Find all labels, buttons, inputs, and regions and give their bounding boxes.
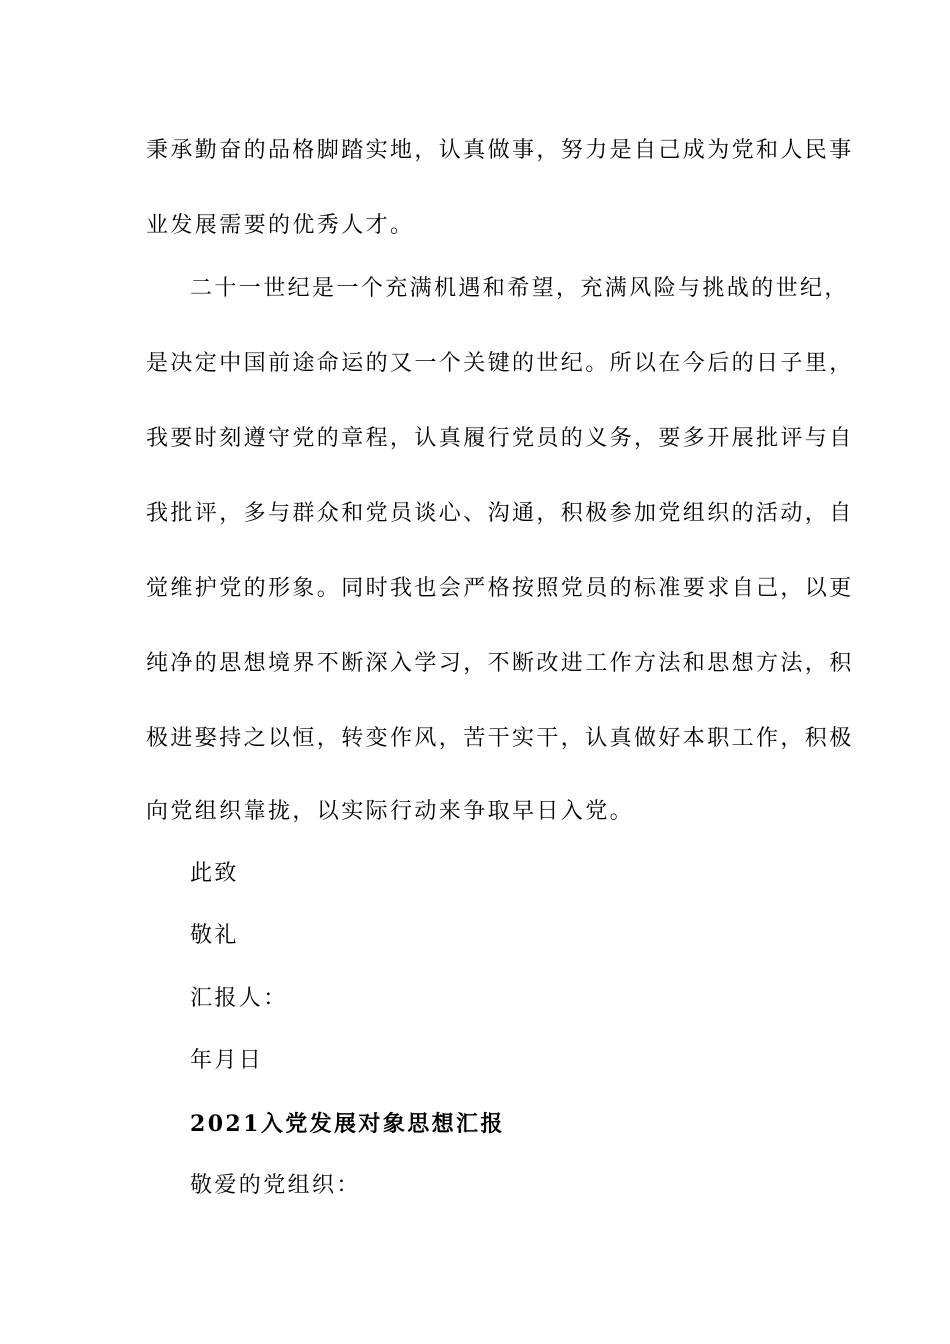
paragraph-line: 我批评，多与群众和党员谈心、沟通，积极参加党组织的活动，自: [146, 501, 854, 526]
paragraph-line: 我要时刻遵守党的章程，认真履行党员的义务，要多开展批评与自: [146, 426, 854, 451]
section-title: 2021入党发展对象思想汇报: [190, 1111, 505, 1137]
paragraph-line: 向党组织靠拢，以实际行动来争取早日入党。: [146, 799, 635, 824]
paragraph-line: 觉维护党的形象。同时我也会严格按照党员的标准要求自己，以更: [146, 576, 854, 601]
paragraph-line: 业发展需要的优秀人才。: [146, 213, 415, 238]
paragraph-line: 秉承勤奋的品格脚踏实地，认真做事，努力是自己成为党和人民事: [146, 138, 854, 163]
salutation-regards: 敬礼: [190, 923, 239, 948]
date-label: 年月日: [190, 1048, 264, 1073]
reporter-label: 汇报人：: [190, 986, 288, 1011]
paragraph-line: 二十一世纪是一个充满机遇和希望，充满风险与挑战的世纪，: [190, 276, 849, 301]
paragraph-line: 极进娶持之以恒，转变作风，苦干实干，认真做好本职工作，积极: [146, 726, 854, 751]
salutation-closing: 此致: [190, 861, 239, 886]
greeting: 敬爱的党组织：: [190, 1173, 361, 1198]
paragraph-line: 是决定中国前途命运的又一个关键的世纪。所以在今后的日子里，: [146, 351, 854, 376]
paragraph-line: 纯净的思想境界不断深入学习，不断改进工作方法和思想方法，积: [146, 651, 854, 676]
